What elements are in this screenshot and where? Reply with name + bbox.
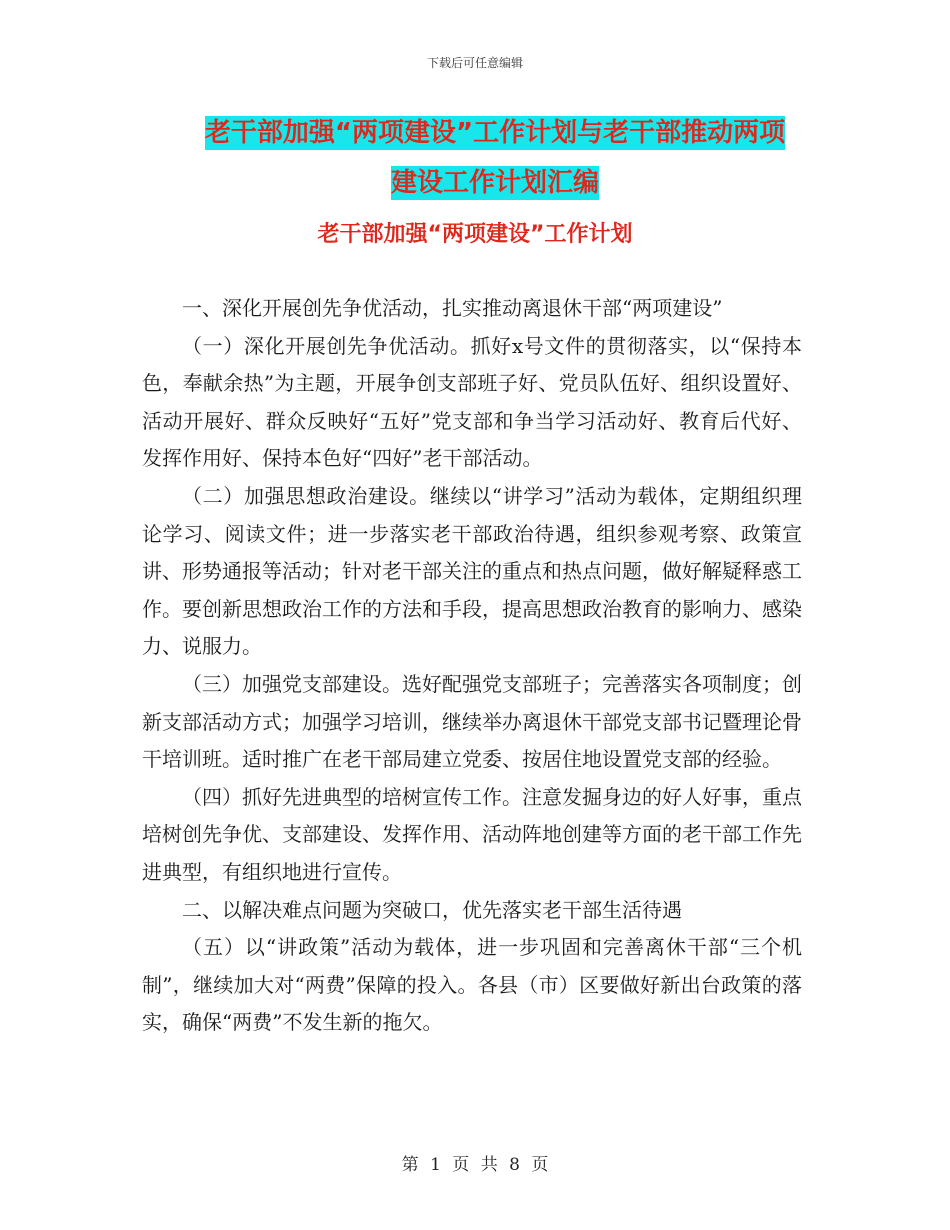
section-title: 老干部加强“两项建设”工作计划 (317, 222, 633, 247)
header-note: 下载后可任意编辑 (426, 56, 523, 70)
document-title (150, 108, 840, 208)
body-text (142, 290, 802, 1042)
title-line-2: 建设工作计划汇编 (390, 168, 599, 198)
paragraph-4: （四）抓好先进典型的培树宣传工作。注意发掘身边的好人好事，重点培树创先争优、支部建设、发挥作用、活动阵地创建等方面的老干部工作先进典型，有组织地进行宣传。 (142, 784, 802, 884)
paragraph-1: （一）深化开展创先争优活动。抓好x号文件的贯彻落实，以“保持本色，奉献余热”为主题，开展争创支部班子好、党员队伍好、组织设置好、活动开展好、群众反映好“五好”党支部和争当学习活动好、教育后代好、发挥作用好、保持本色好“四好”老干部活动。 (142, 333, 802, 471)
heading-part-one: 一、深化开展创先争优活动，扎实推动离退休干部“两项建设” (182, 296, 723, 320)
title-line-1: 老干部加强“两项建设”工作计划与老干部推动两项 (204, 118, 786, 148)
page-footer: 第 1 页 共 8 页 (401, 1155, 549, 1175)
paragraph-3: （三）加强党支部建设。选好配强党支部班子；完善落实各项制度；创新支部活动方式；加强学习培训，继续举办离退休干部党支部书记暨理论骨干培训班。适时推广在老干部局建立党委、按居住地设置党支部的经验。 (142, 671, 802, 772)
paragraph-2: （二）加强思想政治建设。继续以“讲学习”活动为载体，定期组织理论学习、阅读文件；进一步落实老干部政治待遇，组织参观考察、政策宣讲、形势通报等活动；针对老干部关注的重点和热点问题，做好解疑释惑工作。要创新思想政治工作的方法和手段，提高思想政治教育的影响力、感染力、说服力。 (142, 483, 802, 659)
paragraph-5: （五）以“讲政策”活动为载体，进一步巩固和完善离休干部“三个机制”，继续加大对“两费”保障的投入。各县（市）区要做好新出台政策的落实，确保“两费”不发生新的拖欠。 (142, 935, 802, 1035)
heading-part-two: 二、以解决难点问题为突破口，优先落实老干部生活待遇 (182, 897, 682, 922)
